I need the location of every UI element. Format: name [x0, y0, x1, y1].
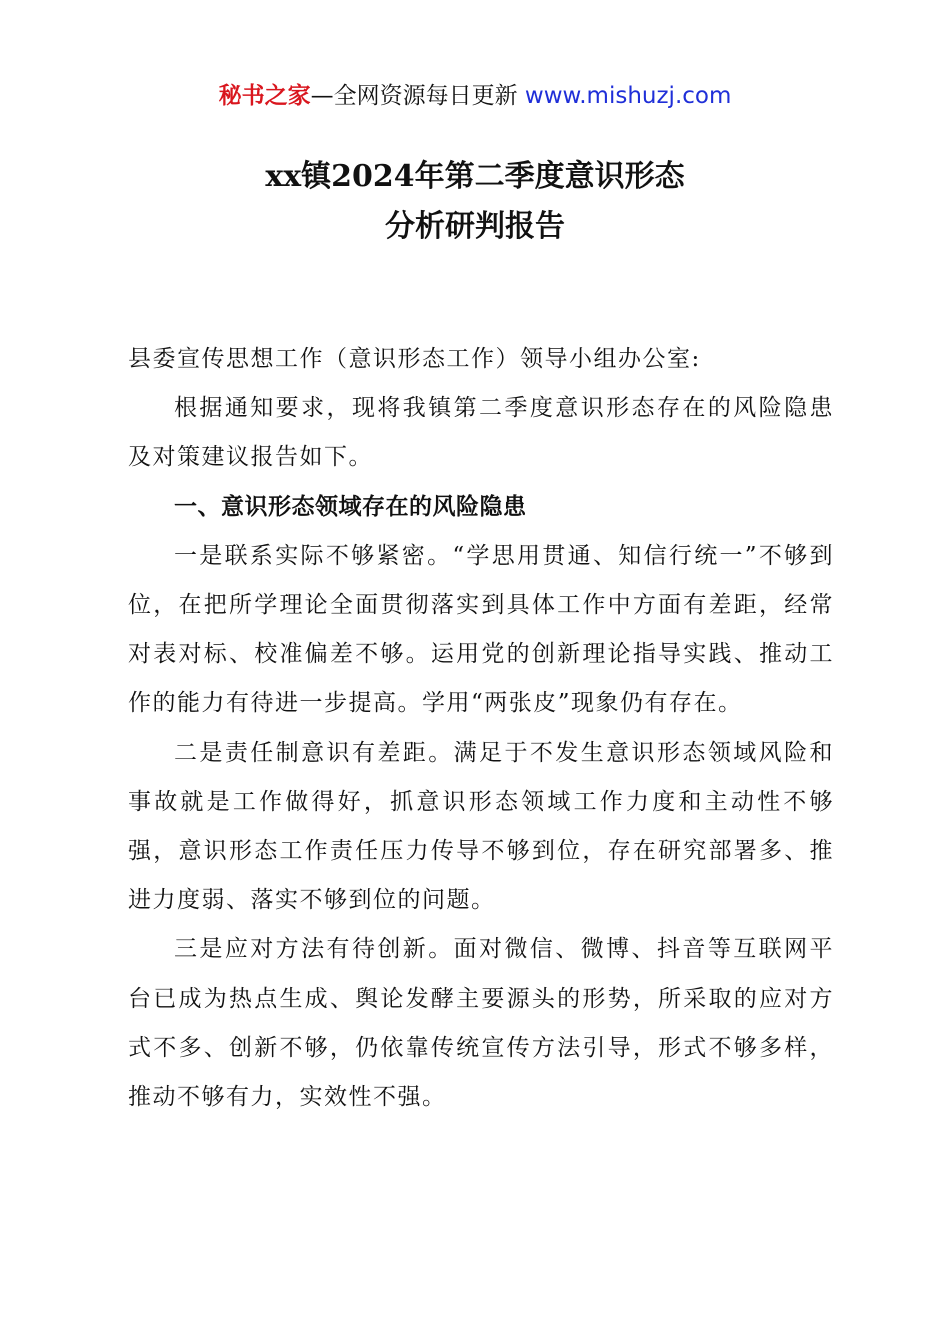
site-banner — [0, 80, 950, 112]
document-title-line1: xx镇2024年第二季度意识形态 — [265, 159, 685, 194]
document-title — [0, 152, 950, 252]
section-heading: 一、意识形态领域存在的风险隐患 — [174, 493, 527, 520]
paragraph-point2: 二是责任制意识有差距。满足于不发生意识形态领域风险和事故就是工作做得好，抓意识形态领域工作力度和主动性不够强，意识形态工作责任压力传导不够到位，存在研究部署多、推进力度弱、落实不够到位的问题。 — [128, 739, 834, 914]
intro-paragraph: 根据通知要求，现将我镇第二季度意识形态存在的风险隐患及对策建议报告如下。 — [128, 395, 834, 471]
document-title-line2: 分析研判报告 — [385, 209, 565, 244]
paragraph-point1: 一是联系实际不够紧密。“学思用贯通、知信行统一”不够到位，在把所学理论全面贯彻落实到具体工作中方面有差距，经常对表对标、校准偏差不够。运用党的创新理论指导实践、推动工作的能力有待进一步提高。学用“两张皮”现象仍有存在。 — [128, 542, 834, 717]
site-brand: 秘书之家 — [218, 83, 311, 109]
salutation: 县委宣传思想工作（意识形态工作）领导小组办公室: — [128, 346, 701, 372]
site-tagline: —全网资源每日更新 — [310, 83, 525, 109]
document-body — [128, 335, 834, 1122]
site-url-link[interactable]: www.mishuzj.com — [524, 83, 732, 109]
paragraph-point3: 三是应对方法有待创新。面对微信、微博、抖音等互联网平台已成为热点生成、舆论发酵主要源头的形势，所采取的应对方式不多、创新不够，仍依靠传统宣传方法引导，形式不够多样，推动不够有力，实效性不强。 — [128, 936, 834, 1111]
